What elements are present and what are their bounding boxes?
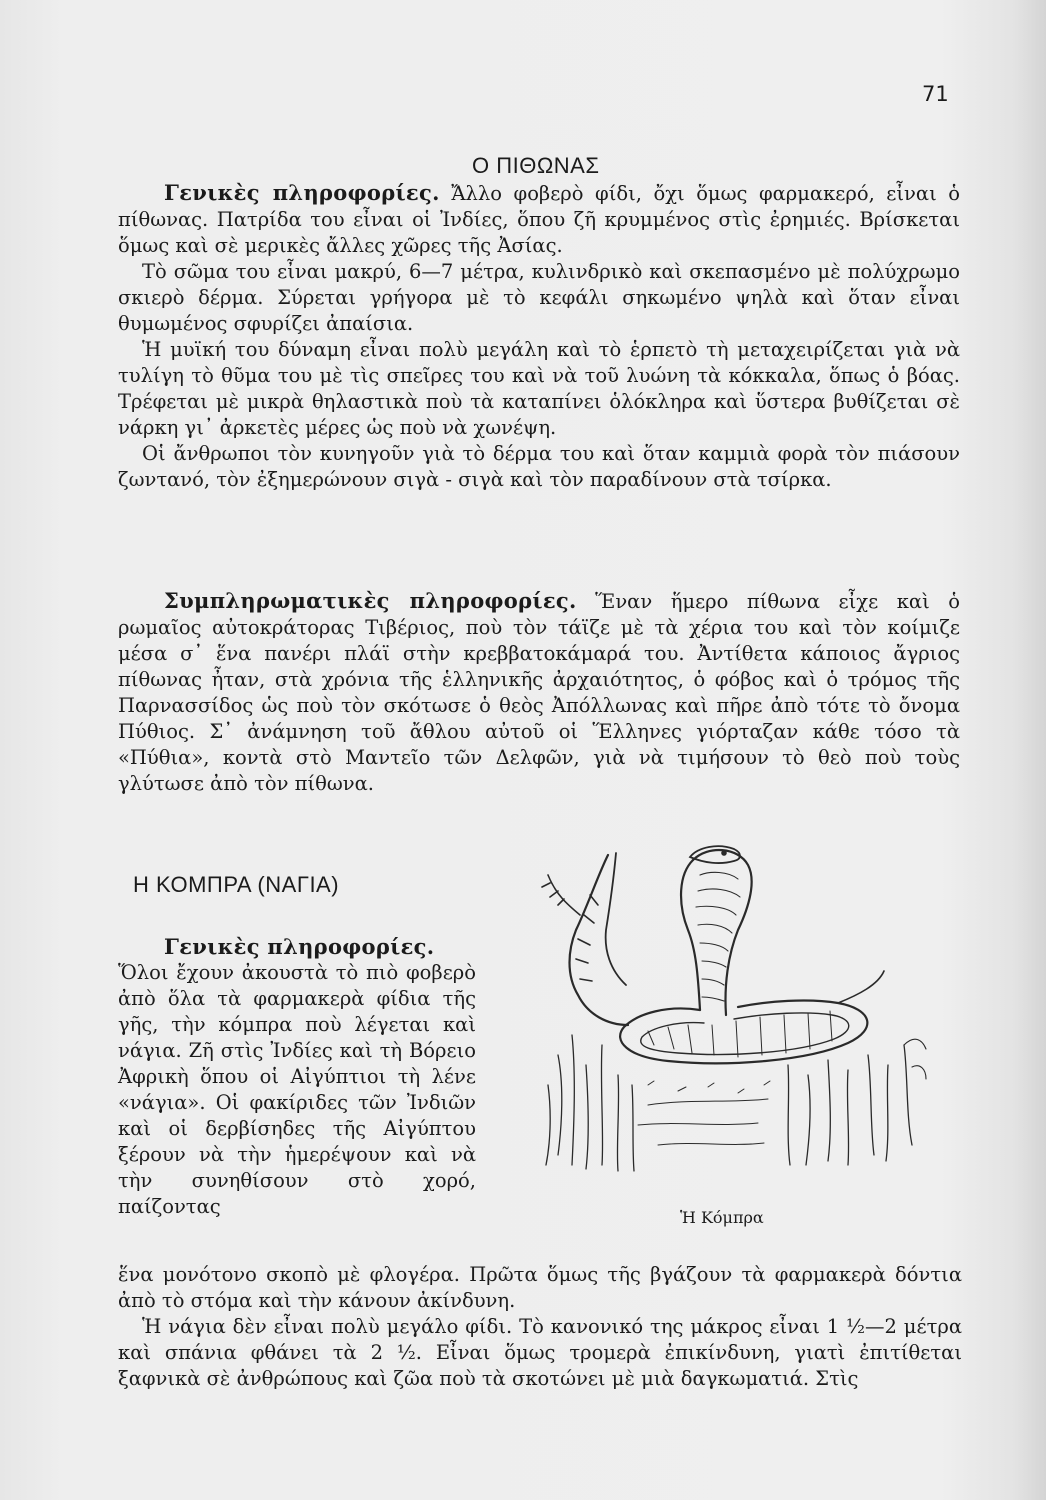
section-title-cobra: Η ΚΟΜΠΡΑ (ΝΑΓΙΑ)	[133, 872, 340, 897]
page-number: 71	[922, 82, 949, 106]
python-general-paragraph-3: Ἡ μυϊκή του δύναμη εἶναι πολὺ μεγάλη καὶ τὸ ἑρπετὸ τὴ μεταχειρίζεται γιὰ νὰ τυλίγη τὸ θῦμα του μὲ τὶς σπεῖρες του καὶ νὰ τοῦ λυώνη τὰ κόκκαλα, ὅπως ὁ βόας. Τρέφεται μὲ μικρὰ θηλαστικὰ ποὺ τὰ καταπίνει ὁλόκληρα καὶ ὕστερα βυθίζεται σὲ νάρκη γι᾿ ἀρκετὲς μέρες ὡς ποὺ νὰ χωνέψη.	[118, 338, 960, 439]
cobra-general-text-narrow: Ὅλοι ἔχουν ἀκουστὰ τὸ πιὸ φοβερὸ ἀπὸ ὅλα τὰ φαρμακερὰ φίδια τῆς γῆς, τὴν κόμπρα ποὺ λέγεται καὶ νάγια. Ζῆ στὶς Ἰνδίες καὶ τὴ Βόρειο Ἀφρικὴ ὅπου οἱ Αἰγύπτιοι τὴ λένε «νάγια». Οἱ φακίριδες τῶν Ἰνδιῶν καὶ οἱ δερβίσηδες τῆς Αἰγύπτου ξέρουν νὰ τὴν ἡμερέψουν καὶ νὰ τὴν συνηθίσουν στὸ χορό, παίζοντας	[118, 961, 476, 1218]
cobra-general-info-narrow	[118, 934, 476, 1220]
cobra-general-paragraph-2: Ἡ νάγια δὲν εἶναι πολὺ μεγάλο φίδι. Τὸ κανονικό της μάκρος εἶναι 1 ½—2 μέτρα καὶ σπάνια φθάνει τὰ 2 ½. Εἶναι ὅμως τρομερὰ ἐπικίνδυνη, γιατὶ ἐπιτίθεται ξαφνικὰ σὲ ἀνθρώπους καὶ ζῶα ποὺ τὰ σκοτώνει μὲ μιὰ δαγκωματιά. Στὶς	[118, 1315, 962, 1390]
python-general-paragraph-1	[118, 180, 960, 259]
python-extra-info	[118, 588, 960, 797]
cobra-illustration-caption: Ἡ Κόμπρα	[680, 1208, 764, 1227]
cobra-general-label: Γενικὲς πληροφορίες.	[164, 934, 435, 959]
python-general-paragraph-2: Τὸ σῶμα του εἶναι μακρύ, 6—7 μέτρα, κυλινδρικὸ καὶ σκεπασμένο μὲ πολύχρωμο σκιερὸ δέρμα. Σύρεται γρήγορα μὲ τὸ κεφάλι σηκωμένο ψηλὰ καὶ ὅταν εἶναι θυμωμένος σφυρίζει ἀπαίσια.	[118, 260, 960, 335]
python-general-info	[118, 180, 960, 493]
python-extra-paragraph-1	[118, 588, 960, 797]
python-extra-label: Συμπληρωματικὲς πληροφορίες.	[164, 588, 577, 613]
cobra-illustration	[528, 835, 934, 1179]
python-general-text-1: Ἄλλο φοβερὸ φίδι, ὄχι ὅμως φαρμακερό, εἶναι ὁ πίθωνας. Πατρίδα του εἶναι οἱ Ἰνδίες, ὅπου ζῆ κρυμμένος στὶς ἐρημιές. Βρίσκεται ὅμως καὶ σὲ μερικὲς ἄλλες χῶρες τῆς Ἀσίας.	[118, 182, 960, 257]
python-general-label: Γενικὲς πληροφορίες.	[164, 180, 440, 205]
python-extra-text-1: Ἕναν ἥμερο πίθωνα εἶχε καὶ ὁ ρωμαῖος αὐτοκράτορας Τιβέριος, ποὺ τὸν τάϊζε μὲ τὰ χέρια του καὶ τὸν κοίμιζε μέσα σ᾿ ἕνα πανέρι πλάϊ στὴν κρεββατοκάμαρά του. Ἀντίθετα κάποιος ἄγριος πίθωνας ἦταν, στὰ χρόνια τῆς ἑλληνικῆς ἀρχαιότητος, ὁ φόβος καὶ ὁ τρόμος τῆς Παρνασσίδος ὡς ποὺ τὸν σκότωσε ὁ θεὸς Ἀπόλλωνας καὶ πῆρε ἀπὸ τότε τὸ ὄνομα Πύθιος. Σ᾿ ἀνάμνηση τοῦ ἄθλου αὐτοῦ οἱ Ἕλληνες γιόρταζαν κάθε τόσο τὰ «Πύθια», κοντὰ στὸ Μαντεῖο τῶν Δελφῶν, γιὰ νὰ τιμήσουν τὸ θεὸ ποὺ τοὺς γλύτωσε ἀπὸ τὸν πίθωνα.	[118, 590, 960, 795]
cobra-general-text-wide: ἕνα μονότονο σκοπὸ μὲ φλογέρα. Πρῶτα ὅμως τῆς βγάζουν τὰ φαρμακερὰ δόντια ἀπὸ τὸ στόμα καὶ τὴν κάνουν ἀκίνδυνη.	[118, 1263, 962, 1312]
python-general-paragraph-4: Οἱ ἄνθρωποι τὸν κυνηγοῦν γιὰ τὸ δέρμα του καὶ ὅταν καμμιὰ φορὰ τὸν πιάσουν ζωντανό, τὸν ἐξημερώνουν σιγὰ - σιγὰ καὶ τὸν παραδίνουν στὰ τσίρκα.	[118, 442, 960, 491]
cobra-general-info-wide	[118, 1262, 962, 1392]
section-title-python: Ο ΠΙΘΩΝΑΣ	[472, 153, 600, 178]
